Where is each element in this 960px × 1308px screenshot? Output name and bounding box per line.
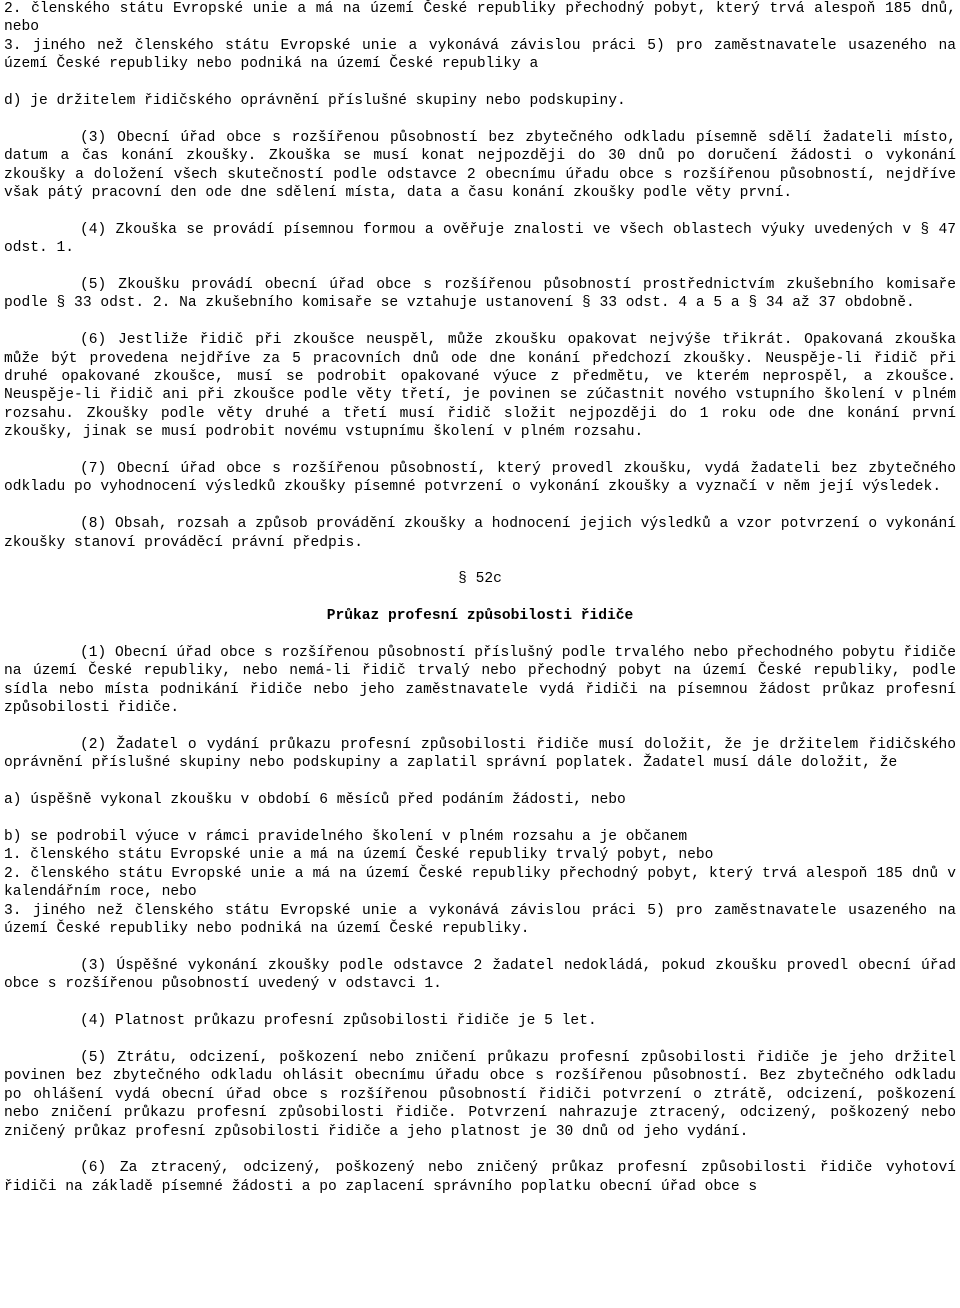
document-page	[4, 0, 956, 1215]
paragraph-6: (6) Jestliže řidič při zkoušce neuspěl, může zkoušku opakovat nejvýše třikrát. Opakovaná zkouška může být provedena nejdříve za 5 pracovních dnů ode dne konání předchozí zkoušky. Neuspěje-li řidič při druhé opakované zkoušce, musí se podrobit opakované výuce z předmětu, ve kterém neprospěl, a zkoušce. Neuspěje-li řidič ani při zkoušce podle věty třetí, je povinen se zúčastnit nového vstupního školení v plném rozsahu. Zkoušky podle věty druhé a třetí musí řidič složit nejpozději do 1 roku ode dne konání první zkoušky, jinak se musí podrobit novému vstupnímu školení v plném rozsahu.	[4, 332, 956, 441]
section-item-a: a) úspěšně vykonal zkoušku v období 6 měsíců před podáním žádosti, nebo	[4, 792, 626, 809]
section-title: Průkaz profesní způsobilosti řidiče	[326, 608, 634, 625]
section-paragraph-4: (4) Platnost průkazu profesní způsobilosti řidiče je 5 let.	[80, 1013, 597, 1030]
section-item-b-group	[4, 828, 956, 938]
paragraph-7: (7) Obecní úřad obce s rozšířenou působností, který provedl zkoušku, vydá žadateli bez zbytečného odkladu po vyhodnocení výsledků zkoušky písemné potvrzení o vykonání zkoušky a vyznačí v něm její výsledek.	[4, 461, 956, 496]
paragraph-4: (4) Zkouška se provádí písemnou formou a ověřuje znalosti ve všech oblastech výuky uvedených v § 47 odst. 1.	[4, 221, 956, 257]
item-d: d) je držitelem řidičského oprávnění příslušné skupiny nebo podskupiny.	[4, 93, 626, 110]
list-item-3: 3. jiného než členského státu Evropské unie a vykonává závislou práci 5) pro zaměstnavatele usazeného na území České republiky nebo podniká na území České republiky a	[4, 37, 956, 73]
section-number: § 52c	[458, 571, 502, 588]
section-item-b-3: 3. jiného než členského státu Evropské unie a vykonává závislou práci 5) pro zaměstnavatele usazeného na území České republiky nebo podniká na území České republiky.	[4, 902, 956, 938]
section-paragraph-1: (1) Obecní úřad obce s rozšířenou působností příslušný podle trvalého nebo přechodného pobytu řidiče na území České republiky, nebo nemá-li řidič trvalý nebo přechodný pobyt na území České republiky, podle sídla nebo místa podnikání řidiče nebo jeho zaměstnavatele vydá řidiči na písemnou žádost průkaz profesní způsobilosti řidiče.	[4, 645, 956, 717]
section-item-b-1: 1. členského státu Evropské unie a má na území České republiky trvalý pobyt, nebo	[4, 847, 714, 864]
section-paragraph-5: (5) Ztrátu, odcizení, poškození nebo zničení průkazu profesní způsobilosti řidiče je jeho držitel povinen bez zbytečného odkladu ohlásit obecnímu úřadu obce s rozšířenou působností. Bez zbytečného odkladu po ohlášení vydá obecní úřad obce s rozšířenou působností řidiči potvrzení o ztrátě, odcizení, poškození nebo zničení průkazu profesní způsobilosti řidiče. Potvrzení nahrazuje ztracený, odcizený, poškozený nebo zničený průkaz profesní způsobilosti řidiče a jeho platnost je 30 dnů od jeho vydání.	[4, 1049, 956, 1140]
paragraph-3: (3) Obecní úřad obce s rozšířenou působností bez zbytečného odkladu písemně sdělí žadateli místo, datum a čas konání zkoušky. Zkouška se musí konat nejpozději do 30 dnů po doručení žádosti o vykonání zkoušky a doložení všech skutečností podle odstavce 2 obecnímu úřadu obce s rozšířenou působností, nejdříve však pátý pracovní den ode dne sdělení místa, data a času konání zkoušky podle věty první.	[4, 129, 956, 202]
paragraph-5: (5) Zkoušku provádí obecní úřad obce s rozšířenou působností prostřednictvím zkušebního komisaře podle § 33 odst. 2. Na zkušebního komisaře se vztahuje ustanovení § 33 odst. 4 a 5 a § 34 až 37 obdobně.	[4, 277, 956, 312]
section-item-b: b) se podrobil výuce v rámci pravidelného školení v plném rozsahu a je občanem	[4, 829, 688, 846]
paragraph-8: (8) Obsah, rozsah a způsob provádění zkoušky a hodnocení jejich výsledků a vzor potvrzení o vykonání zkoušky stanoví prováděcí právní předpis.	[4, 516, 956, 551]
section-item-b-2: 2. členského státu Evropské unie a má na území České republiky přechodný pobyt, který trvá alespoň 185 dnů v kalendářním roce, nebo	[4, 865, 956, 901]
section-paragraph-2: (2) Žadatel o vydání průkazu profesní způsobilosti řidiče musí doložit, že je držitelem řidičského oprávnění příslušné skupiny nebo podskupiny a zaplatil správní poplatek. Žadatel musí dále doložit, že	[4, 737, 956, 772]
section-paragraph-3: (3) Úspěšné vykonání zkoušky podle odstavce 2 žadatel nedokládá, pokud zkoušku provedl obecní úřad obce s rozšířenou působností uvedený v odstavci 1.	[4, 957, 956, 993]
top-list	[4, 0, 956, 74]
section-paragraph-6: (6) Za ztracený, odcizený, poškozený nebo zničený průkaz profesní způsobilosti řidiče vyhotoví řidiči na základě písemné žádosti a po zaplacení správního poplatku obecní úřad obce s	[4, 1160, 956, 1195]
list-item-2: 2. členského státu Evropské unie a má na území České republiky přechodný pobyt, který trvá alespoň 185 dnů, nebo	[4, 1, 956, 36]
